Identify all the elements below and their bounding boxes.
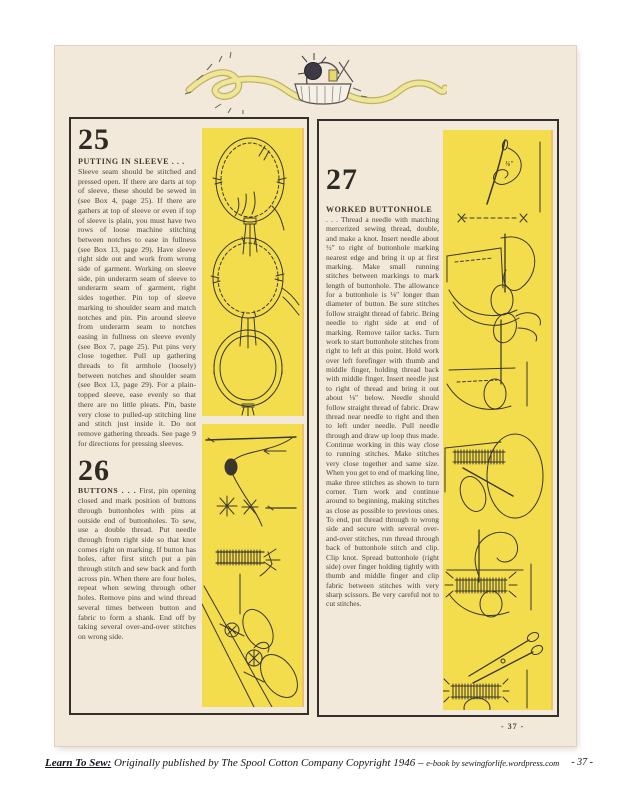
section-26-body: First, pin opening closed and mark position of buttons through buttonholes with pins at outside end of buttonholes. To sew, use a double thread. Put needle through from right side so that knot comes right on marking. If button has holes, after first stitch put a pin through stitch and sew back and forth across pin. When there are four holes, repeat when sewing through other holes. Remove pins and wind thread several times between button and fabric to form a shank. End off by taking several over-and-over stitches on wrong side. bbox=[78, 486, 196, 641]
section-27-title: WORKED BUTTONHOLE bbox=[326, 205, 433, 214]
buttonhole-corner-turn-diagram bbox=[445, 434, 543, 518]
footer-ebook-credit: e-book by sewingforlife.wordpress.com bbox=[426, 758, 560, 768]
sleeve-illustration-panel bbox=[202, 128, 304, 416]
right-text-column bbox=[326, 165, 439, 609]
buttonhole-needle-marking-diagram bbox=[458, 140, 540, 222]
section-26-paragraph bbox=[78, 486, 196, 641]
button-needle-knot-diagram bbox=[206, 437, 296, 526]
left-column-box bbox=[69, 117, 309, 715]
button-shank-diagram bbox=[216, 549, 280, 576]
section-26 bbox=[78, 456, 196, 641]
scan-page-number: - 37 - bbox=[501, 722, 525, 731]
buttonhole-illustration-panel bbox=[443, 130, 553, 710]
button-pin-stitch-diagram bbox=[217, 496, 296, 516]
button-sewing-hand-diagram bbox=[202, 574, 302, 707]
sleeve-diagrams bbox=[202, 128, 302, 416]
footer-book-title: Learn To Sew: bbox=[45, 757, 112, 769]
section-25-number: 25 bbox=[78, 123, 110, 156]
footer-credit: Originally published by The Spool Cotton Company Copyright 1946 – bbox=[111, 757, 427, 769]
right-column-box bbox=[317, 119, 559, 717]
ebook-footer bbox=[45, 757, 593, 769]
sleeve-gathered-diagram-2 bbox=[211, 237, 299, 348]
left-text-column bbox=[78, 125, 196, 642]
footer-page-number: - 37 - bbox=[571, 757, 593, 768]
button-diagrams bbox=[202, 424, 302, 707]
section-26-number: 26 bbox=[78, 454, 110, 488]
section-27-number: 27 bbox=[326, 163, 358, 196]
section-26-title: BUTTONS . . . bbox=[78, 486, 137, 496]
sewing-basket-ribbon-vignette bbox=[183, 48, 447, 114]
section-27-body: . . . Thread a needle with matching mercerized sewing thread, double, and make a knot. Insert needle about ½″ to right of buttonhole marking nearest edge and bring it up at first marking. Make small running stitches between markings to mark length of buttonhole. The allowance for a buttonhole is ⅛″ longer than diameter of button. Be sure stitches follow straight thread of fabric. Bring needle to right side at end of marking. Remove tailor tacks. Turn work to start buttonhole stitches from right to left at this point. Hold work over left forefinger with thumb and middle finger, holding thread back with middle finger. Insert needle just to right of thread and bring it out about ⅛″ below. Needle should follow straight thread of fabric. Draw thread near needle to right and then to left under needle. Pull needle through and draw up loop thus made. Continue working in this way close to running stitches. Make stitches very close together and same size. When you get to end of marking line, make three stitches as shown to turn corner. Turn work and continue around to beginning, making stitches as close as possible to previous ones. To end, put thread through to wrong side and secure with several over-and-over stitches, run thread through back of buttonhole stitch and clip. Clip knot. Spread buttonhole (right side) over finger holding tightly with thumb and middle finger and clip fabric between stitches with very sharp scissors. Be very careful not to cut stitches. bbox=[326, 215, 439, 609]
buttonhole-diagrams bbox=[443, 130, 551, 710]
scanned-page bbox=[55, 46, 576, 746]
buttonhole-finish-diagram bbox=[445, 530, 531, 617]
buttonhole-cutting-scissors-diagram bbox=[443, 631, 544, 710]
section-25-body: Sleeve seam should be stitched and pressed open. If there are darts at top of sleeve, these should be sewed in (see Box 4, page 25). If there are gathers at top of sleeve or even if top of sleeve is plain, you must have two rows of loose machine stitching between notches to ease in fullness (see Box 13, page 29). Have sleeve right side out and work from wrong side of garment. Working on sleeve side, pin underarm seam of sleeve to underarm seam of garment, right sides together. Pin top of sleeve marking to shoulder seam and match notches and pin. Pin around sleeve from underarm seam to notches easing in fullness on sleeve evenly (see Box 7, page 25). Put pins very close together. Pull up gathering threads to fit armhole (loosely) between notches and shoulder seam (see Box 13, page 29). For a plain-topped sleeve, ease evenly so that there are no little pleats. Pin, baste very close to pulled-up stitching line and stitch just inside it. Do not remove gathering threads. See page 9 for directions for pressing sleeves. bbox=[78, 167, 196, 448]
buttonhole-first-stitch-diagram bbox=[447, 234, 535, 325]
section-25-title: PUTTING IN SLEEVE . . . bbox=[78, 157, 185, 166]
buttons-illustration-panel bbox=[202, 424, 304, 707]
eighth-inch-annotation: ⅛″ bbox=[505, 160, 514, 168]
